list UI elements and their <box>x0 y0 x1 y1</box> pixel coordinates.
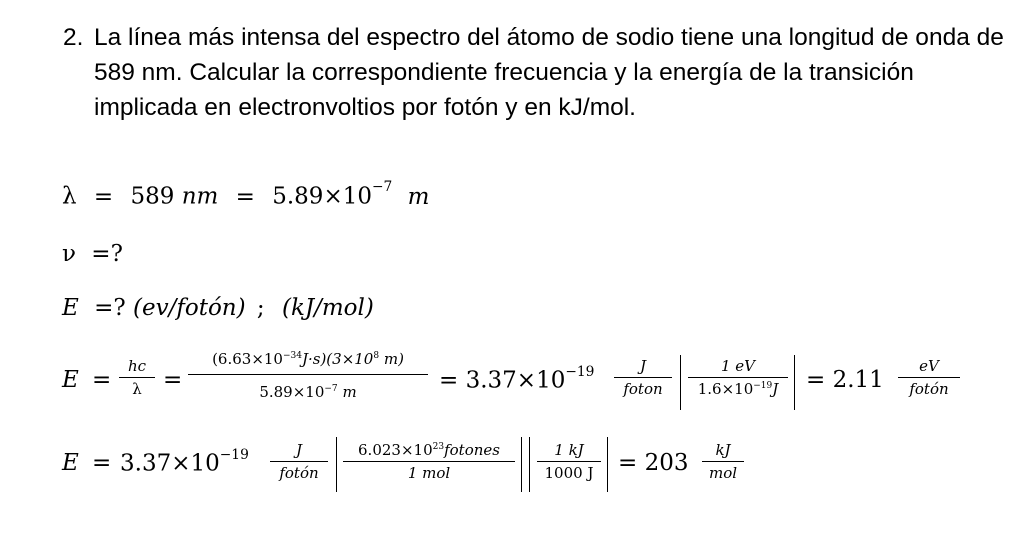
numerator: hc <box>127 357 147 375</box>
fraction-j-per-photon <box>614 357 672 398</box>
numerator: 1 eV <box>720 357 756 375</box>
energy-result-kjmol: = 203 <box>618 450 689 476</box>
wavelength-unit: nm <box>181 183 219 210</box>
wavelength-mantissa: 5.89×10 <box>272 183 372 210</box>
problem-statement <box>63 20 1013 125</box>
lambda-symbol: λ <box>62 183 77 210</box>
equals-sign: = <box>93 183 114 210</box>
energy-symbol: E <box>62 367 79 393</box>
numerator: J <box>295 441 302 459</box>
denominator: mol <box>708 464 738 482</box>
energy-result-joules: = $3.37\times 10^{-19}$ <box>439 364 595 394</box>
equals-sign: = <box>235 183 255 210</box>
equation-energy-unknown <box>62 295 374 321</box>
nu-symbol: ν <box>62 241 76 267</box>
wavelength-unit-m: m <box>407 183 430 210</box>
denominator: $1.6\times 10^{-19}J$ <box>697 380 779 398</box>
unknown-value: =? <box>91 241 123 267</box>
fraction-avogadro <box>343 441 515 482</box>
fraction-calculation <box>188 350 428 401</box>
problem-number: 2. <box>63 24 84 51</box>
unknown-value: =? <box>94 295 126 321</box>
separator: ; <box>256 295 265 321</box>
fraction-kj-per-mol <box>702 441 744 482</box>
wavelength-exponent: −7 <box>371 179 393 195</box>
fraction-ev-conversion <box>688 357 788 398</box>
denominator: 1 mol <box>407 464 451 482</box>
numerator: 1 kJ <box>554 441 584 459</box>
energy-joules-value: $3.37\times 10^{-19}$ <box>120 447 249 477</box>
denominator: $5.89\times 10^{-7}$ m <box>259 383 357 401</box>
equation-wavelength <box>62 179 430 210</box>
equals-sign: = <box>92 450 112 476</box>
fraction-ev-per-photon <box>898 357 960 398</box>
energy-result-ev: = 2.11 <box>806 367 884 393</box>
numerator: kJ <box>715 441 731 459</box>
denominator: fotón <box>279 464 319 482</box>
equals-sign: = <box>92 367 112 393</box>
denominator: foton <box>623 380 663 398</box>
equation-frequency <box>62 241 123 267</box>
equals-sign: = <box>163 367 183 393</box>
numerator: eV <box>919 357 939 375</box>
problem-text: La línea más intensa del espectro del átomo de sodio tiene una longitud de onda de 589 nm. Calcular la correspondiente frecuencia y la energía de la transición implicada en electronvoltios por fotón y en kJ/mol. <box>94 24 1004 121</box>
denominator: fotón <box>909 380 949 398</box>
fraction-j-per-photon <box>270 441 328 482</box>
unit-kj-per-mol: (kJ/mol) <box>281 295 374 321</box>
denominator: 1000 J <box>544 464 594 482</box>
denominator: λ <box>132 380 142 398</box>
fraction-hc-over-lambda <box>119 357 155 398</box>
unit-ev-per-photon: (ev/fotón) <box>133 295 246 321</box>
numerator: J <box>639 357 646 375</box>
wavelength-value: 589 <box>130 183 175 210</box>
energy-symbol: E <box>62 450 79 476</box>
energy-symbol: E <box>62 295 79 321</box>
numerator: $6.023\times 10^{23}fotones$ <box>358 441 500 459</box>
numerator: $(6.63\times 10^{-34}J\cdot s)(3\times 10^8$ m) <box>212 350 404 368</box>
fraction-kj-conversion <box>537 441 601 482</box>
